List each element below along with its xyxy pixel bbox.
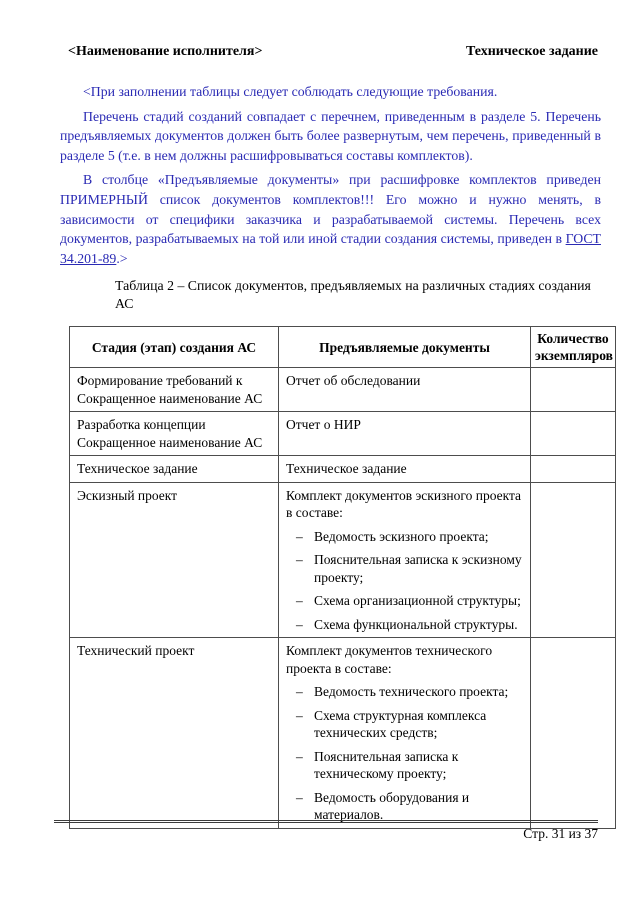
table-row: [70, 638, 616, 829]
gost-standard-link[interactable]: ГОСТ 34.201-89: [60, 231, 601, 266]
table-row: [70, 456, 616, 483]
list-dash-marker: –: [296, 789, 303, 805]
docs-intro: Комплект документов эскизного проекта в составе:: [286, 487, 522, 521]
stage-cell: Формирование требований к Сокращенное наименование АС: [70, 368, 279, 412]
docs-intro: Техническое задание: [286, 461, 407, 477]
docs-cell: [279, 368, 531, 412]
docs-item-text: Ведомость оборудования и материалов.: [314, 789, 470, 823]
stage-cell: Техническое задание: [70, 456, 279, 483]
docs-cell: [279, 412, 531, 456]
paragraph-docs-column-text: В столбце «Предъявляемые документы» при расшифровке комплектов приведен ПРИМЕРНЫЙ список документов комплектов!!! Его можно и нужно менять, в зависимости от специфики заказчика и разрабатываемой системы. Перечень всех документов, разрабатываемых на той или иной стадии создания системы, приведен в: [60, 172, 601, 247]
docs-item-text: Схема функциональной структуры.: [314, 616, 518, 632]
docs-item-text: Схема организационной структуры;: [314, 593, 521, 609]
docs-list-item: [286, 789, 522, 824]
documents-table: [69, 326, 616, 829]
docs-list-item: [286, 748, 522, 783]
paragraph-stage-list: Перечень стадий созданий совпадает с перечнем, приведенным в разделе 5. Перечень предъявляемых документов должен быть более развернутым, чем перечень, приведенный в разделе 5 (т.е. в нем должны расшифровываться составы комплектов).: [60, 108, 601, 163]
page-number: Стр. 31 из 37: [523, 826, 598, 841]
column-header-copies: Количество экземпляров: [531, 327, 616, 368]
docs-intro: Отчет об обследовании: [286, 373, 421, 389]
docs-intro: Отчет о НИР: [286, 417, 361, 433]
table-row: [70, 368, 616, 412]
list-dash-marker: –: [296, 552, 303, 568]
running-header: [0, 0, 638, 60]
paragraph-requirements: <При заполнении таблицы следует соблюдать следующие требования.: [83, 84, 498, 99]
paragraph-docs-column: [60, 170, 601, 268]
docs-intro: Комплект документов технического проекта в составе:: [286, 643, 493, 676]
docs-item-text: Пояснительная записка к эскизному проекту;: [314, 552, 522, 585]
page-body: [60, 82, 613, 829]
docs-cell: [279, 638, 531, 829]
list-dash-marker: –: [296, 707, 303, 723]
table-caption: Таблица 2 – Список документов, предъявляемых на различных стадиях создания АС: [115, 278, 591, 312]
docs-item-text: Ведомость технического проекта;: [314, 684, 509, 700]
column-header-stage: Стадия (этап) создания АС: [70, 327, 279, 368]
copies-cell: [531, 412, 616, 456]
docs-list-item: [286, 683, 522, 701]
docs-list-item: [286, 551, 522, 586]
docs-list-item: [286, 528, 522, 546]
docs-list-item: [286, 592, 522, 610]
list-dash-marker: –: [296, 593, 303, 609]
table-row: [70, 482, 616, 638]
table-row: [70, 412, 616, 456]
list-dash-marker: –: [296, 528, 303, 544]
docs-list-item: [286, 616, 522, 634]
docs-item-text: Схема структурная комплекса технических средств;: [314, 707, 487, 741]
copies-cell: [531, 638, 616, 829]
stage-cell: Технический проект: [70, 638, 279, 829]
docs-item-text: Ведомость эскизного проекта;: [314, 528, 489, 544]
table-header-row: [70, 327, 616, 368]
header-doc-title: Техническое задание: [465, 44, 598, 59]
list-dash-marker: –: [296, 684, 303, 700]
docs-item-text: Пояснительная записка к техническому проекту;: [314, 748, 459, 782]
column-header-docs: Предъявляемые документы: [279, 327, 531, 368]
stage-cell: Разработка концепции Сокращенное наименование АС: [70, 412, 279, 456]
paragraph-docs-column-tail: .>: [116, 250, 128, 266]
footer-divider-rule: [54, 820, 598, 823]
docs-cell: [279, 482, 531, 638]
header-executor-name: <Наименование исполнителя>: [68, 44, 263, 59]
list-dash-marker: –: [296, 748, 303, 764]
stage-cell: Эскизный проект: [70, 482, 279, 638]
copies-cell: [531, 368, 616, 412]
copies-cell: [531, 456, 616, 483]
list-dash-marker: –: [296, 616, 303, 632]
copies-cell: [531, 482, 616, 638]
docs-cell: [279, 456, 531, 483]
docs-list-item: [286, 707, 522, 742]
